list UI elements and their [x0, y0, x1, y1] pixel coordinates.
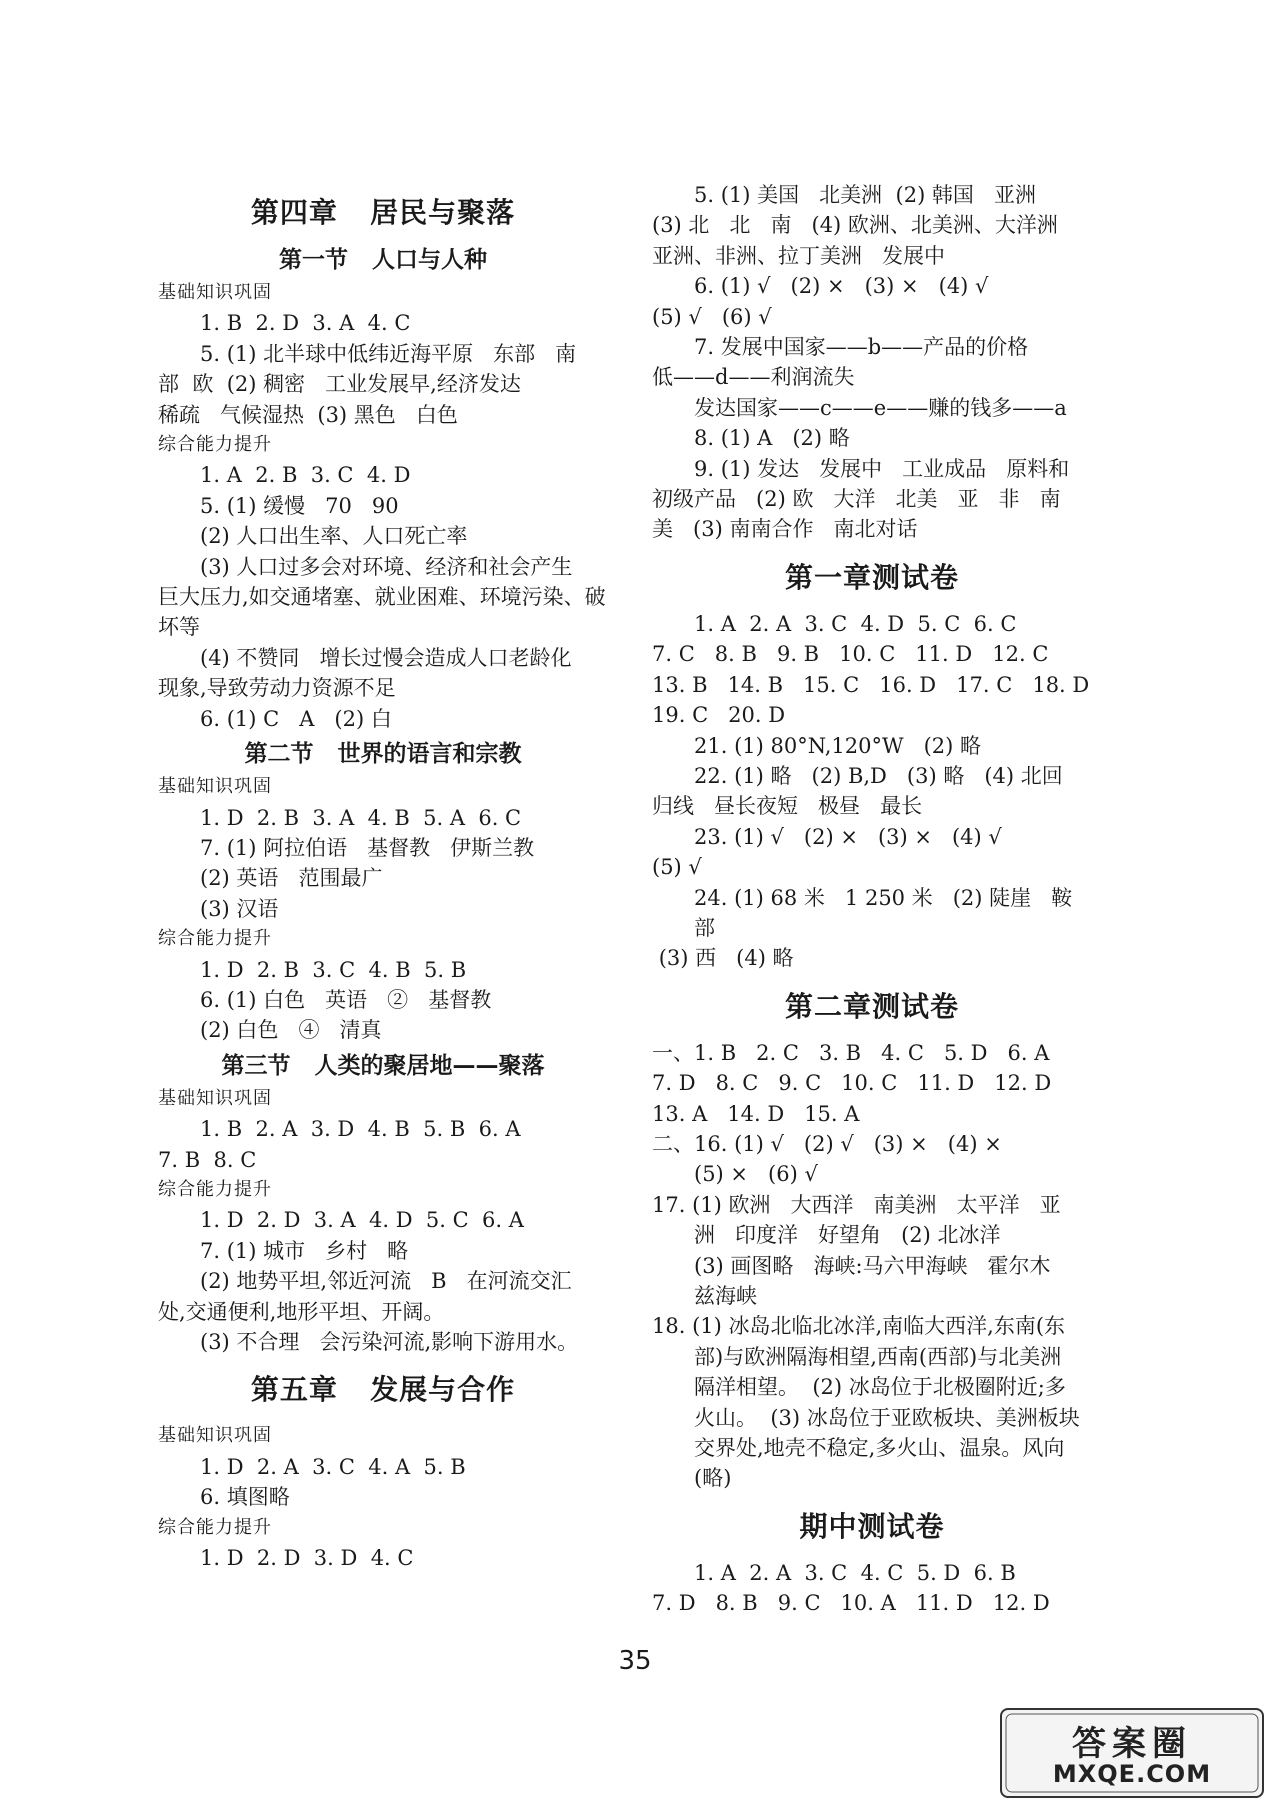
answer-line: 1. A 2. A 3. C 4. D 5. C 6. C — [694, 611, 1017, 636]
right-column — [652, 180, 1092, 1619]
answer-line: 7. (1) 阿拉伯语 基督教 伊斯兰教 — [200, 835, 535, 860]
answer-line: 19. C 20. D — [652, 703, 786, 728]
answer-line: (2) 地势平坦,邻近河流 B 在河流交汇 — [200, 1269, 572, 1294]
subsection-label: 基础知识巩固 — [158, 776, 272, 798]
answer-line: 隔洋相望。 (2) 冰岛位于北极圈附近;多 — [694, 1375, 1066, 1400]
answer-line: 1. A 2. B 3. C 4. D — [200, 463, 411, 488]
section-heading: 第二节 世界的语言和宗教 — [244, 741, 522, 768]
subsection-label: 基础知识巩固 — [158, 1425, 272, 1447]
answer-line: 8. (1) A (2) 略 — [694, 426, 850, 451]
answer-line: (3) 北 北 南 (4) 欧洲、北美洲、大洋洲 — [652, 213, 1058, 238]
answer-line: (5) √ — [652, 855, 702, 880]
answer-line: 火山。 (3) 冰岛位于亚欧板块、美洲板块 — [694, 1405, 1080, 1430]
answer-line: 7. B 8. C — [158, 1147, 257, 1172]
answer-line: (2) 英语 范围最广 — [200, 866, 383, 891]
answer-line: 初级产品 (2) 欧 大洋 北美 亚 非 南 — [652, 487, 1061, 512]
answer-line: 1. D 2. D 3. D 4. C — [200, 1546, 414, 1571]
answer-line: 现象,导致劳动力资源不足 — [158, 676, 396, 701]
answer-line: 5. (1) 缓慢 70 90 — [200, 493, 399, 518]
answer-line: (4) 不赞同 增长过慢会造成人口老龄化 — [200, 645, 572, 670]
answer-line: 1. D 2. D 3. A 4. D 5. C 6. A — [200, 1208, 524, 1233]
answer-line: (5) × (6) √ — [694, 1162, 818, 1187]
answer-line: 5. (1) 美国 北美洲 (2) 韩国 亚洲 — [694, 183, 1036, 207]
answer-line: 1. A 2. A 3. C 4. C 5. D 6. B — [694, 1560, 1016, 1585]
answer-line: (5) √ (6) √ — [652, 304, 772, 329]
answer-line: 6. 填图略 — [200, 1485, 290, 1510]
answer-line: 7. D 8. C 9. C 10. C 11. D 12. D — [652, 1071, 1052, 1096]
answer-line: 1. D 2. B 3. A 4. B 5. A 6. C — [200, 805, 522, 830]
subsection-label: 综合能力提升 — [158, 1516, 272, 1538]
chapter-heading: 第五章 发展与合作 — [250, 1373, 516, 1407]
answer-line: 22. (1) 略 (2) B,D (3) 略 (4) 北回 — [694, 763, 1063, 788]
answer-line: (略) — [694, 1466, 732, 1491]
section-heading: 第三节 人类的聚居地——聚落 — [221, 1052, 545, 1079]
answer-line: 7. D 8. B 9. C 10. A 11. D 12. D — [652, 1591, 1050, 1616]
watermark-url: MXQE.COM — [1052, 1760, 1212, 1788]
answer-line: 部)与欧洲隔海相望,西南(西部)与北美洲 — [694, 1344, 1062, 1369]
answer-line: 7. C 8. B 9. B 10. C 11. D 12. C — [652, 642, 1049, 667]
answer-line: 低——d——利润流失 — [652, 365, 855, 390]
answer-line: 1. D 2. A 3. C 4. A 5. B — [200, 1454, 466, 1479]
answer-line: (3) 不合理 会污染河流,影响下游用水。 — [200, 1330, 579, 1354]
answer-line: 稀疏 气候湿热 (3) 黑色 白色 — [158, 402, 458, 427]
watermark-logo — [1000, 1708, 1264, 1798]
subsection-label: 综合能力提升 — [158, 1178, 272, 1200]
answer-line: 亚洲、非洲、拉丁美洲 发展中 — [652, 243, 946, 268]
answer-line: 6. (1) 白色 英语 ② 基督教 — [200, 987, 492, 1012]
answer-line: (3) 汉语 — [200, 896, 279, 921]
answer-line: (3) 西 (4) 略 — [652, 946, 794, 971]
chapter-heading: 期中测试卷 — [799, 1509, 945, 1543]
answer-line: 巨大压力,如交通堵塞、就业困难、环境污染、破 — [158, 585, 606, 610]
answer-line: 23. (1) √ (2) × (3) × (4) √ — [694, 824, 1002, 849]
answer-line: 5. (1) 北半球中低纬近海平原 东部 南 — [200, 341, 577, 366]
answer-line: 7. (1) 城市 乡村 略 — [200, 1238, 409, 1263]
answer-line: 处,交通便利,地形平坦、开阔。 — [158, 1299, 445, 1324]
answer-line: 兹海峡 — [694, 1284, 757, 1308]
chapter-heading: 第二章测试卷 — [784, 989, 959, 1023]
answer-line: 美 (3) 南南合作 南北对话 — [652, 517, 918, 542]
answer-line: 部 欧 (2) 稠密 工业发展早,经济发达 — [158, 372, 521, 397]
answer-line: 24. (1) 68 米 1 250 米 (2) 陡崖 鞍部 — [694, 885, 1073, 940]
chapter-heading: 第一章测试卷 — [784, 560, 959, 594]
answer-line: 13. B 14. B 15. C 16. D 17. C 18. D — [652, 672, 1090, 697]
answer-line: 18. (1) 冰岛北临北冰洋,南临大西洋,东南(东 — [652, 1314, 1066, 1339]
answer-line: (2) 白色 ④ 清真 — [200, 1018, 382, 1043]
answer-line: (2) 人口出生率、人口死亡率 — [200, 524, 468, 549]
section-heading: 第一节 人口与人种 — [278, 247, 488, 273]
answer-line: 7. 发展中国家——b——产品的价格 — [694, 335, 1029, 360]
answer-line: (3) 人口过多会对环境、经济和社会产生 — [200, 554, 573, 579]
answer-line: 坏等 — [158, 615, 200, 640]
answer-line: 二、16. (1) √ (2) √ (3) × (4) × — [652, 1131, 1002, 1156]
answer-line: 归线 昼长夜短 极昼 最长 — [652, 794, 923, 819]
subsection-label: 基础知识巩固 — [158, 1087, 272, 1109]
subsection-label: 综合能力提升 — [158, 928, 272, 950]
answer-line: 6. (1) √ (2) × (3) × (4) √ — [694, 274, 989, 299]
answer-line: 一、1. B 2. C 3. B 4. C 5. D 6. A — [652, 1040, 1050, 1065]
subsection-label: 基础知识巩固 — [158, 282, 272, 303]
answer-line: 交界处,地壳不稳定,多火山、温泉。风向 — [694, 1436, 1065, 1461]
answer-line: 13. A 14. D 15. A — [652, 1101, 860, 1126]
answer-line: 1. B 2. D 3. A 4. C — [200, 311, 411, 336]
answer-line: 9. (1) 发达 发展中 工业成品 原料和 — [694, 456, 1070, 481]
subsection-label: 综合能力提升 — [158, 434, 272, 456]
page-number: 35 — [618, 1646, 652, 1676]
chapter-heading: 第四章 居民与聚落 — [250, 196, 516, 229]
answer-line: 21. (1) 80°N,120°W (2) 略 — [694, 733, 982, 758]
answer-line: (3) 画图略 海峡:马六甲海峡 霍尔木 — [694, 1253, 1051, 1278]
answer-line: 1. D 2. B 3. C 4. B 5. B — [200, 957, 467, 982]
watermark-title: 答案圈 — [1072, 1724, 1192, 1764]
answer-line: 17. (1) 欧洲 大西洋 南美洲 太平洋 亚 — [652, 1192, 1061, 1217]
answer-line: 洲 印度洋 好望角 (2) 北冰洋 — [694, 1223, 1001, 1248]
left-column — [158, 180, 608, 1573]
answer-line: 发达国家——c——e——赚的钱多——a — [694, 395, 1067, 420]
answer-line: 1. B 2. A 3. D 4. B 5. B 6. A — [200, 1117, 521, 1142]
answer-line: 6. (1) C A (2) 白 — [200, 706, 392, 731]
